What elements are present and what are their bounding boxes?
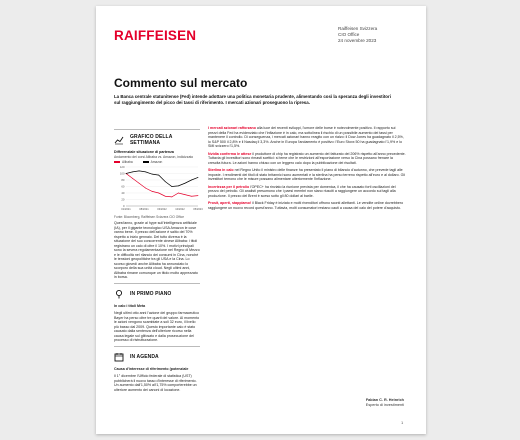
calendar-icon bbox=[114, 352, 124, 362]
legend-item-alibaba bbox=[114, 160, 133, 164]
article-paragraph bbox=[208, 185, 406, 199]
chart-block bbox=[114, 150, 203, 219]
focus-section-header bbox=[114, 287, 200, 301]
data-point-amazon bbox=[132, 172, 133, 173]
paragraph-text: l'OPEC+ ha rinviato la riunione prevista per domenica, il che ha causato forti oscillazioni del prezzo del petrolio. Gli analisti presumono che i paesi membri non siano riusciti a raggiungere un accordo sui tagli alla produzione. Il prezzo del Brent è sceso sotto gli 80 dollari al barile. bbox=[208, 184, 396, 198]
header-org: Raiffeisen Svizzera bbox=[338, 26, 378, 31]
legend-item-amazon bbox=[143, 160, 163, 164]
series-line-alibaba bbox=[126, 174, 198, 197]
data-point-alibaba bbox=[198, 195, 199, 196]
paragraph-lead: Incertezza per il petrolio bbox=[208, 184, 250, 189]
data-point-alibaba bbox=[178, 193, 179, 194]
chart-section-label: GRAFICO DELLA SETTIMANA bbox=[130, 134, 173, 146]
focus-heading: In calo i titoli Meta bbox=[114, 303, 146, 308]
header-office: CIO Office bbox=[338, 32, 360, 37]
paragraph-text: il produttore di chip ha registrato un aumento del fatturato del 206% rispetto all'anno precedente. Tuttavia gli investitori sono rimasti scettici: si teme che le restrizioni all'esportazione verso la Cina possano frenare la crescita futura. Le azioni hanno chiuso con un leggero calo dopo la pubblicazione dei risultati. bbox=[208, 151, 406, 165]
data-point-alibaba bbox=[132, 178, 133, 179]
y-tick-label: 100 bbox=[119, 171, 125, 176]
chart-section-header bbox=[114, 133, 200, 147]
paragraph-text: alla luce dei recenti sviluppi, l'umore delle borse è notevolmente positivo. Il rapporto sui prezzi della Fed ha evidenziato che l'inflazione è in calo, ma sottolinea il rischio di un possibile aumento dei tassi per mantenere il controllo. Di conseguenza, i mercati azionari hanno reagito con un rialzo: il Dow Jones ha guadagnato il 2,5%, lo S&P 500 il 2,8% e il Nasdaq il 3,3%. Anche in Europa l'andamento è positivo: l'Euro Stoxx 50 ha guadagnato l'1,9% e lo SMI svizzero l'1,5%. bbox=[208, 126, 404, 148]
chart-section-text: Quest'anno, grazie al hype sull'intelligenza artificiale (IA), per il gigante tecnologico USA Amazon le cose vanno bene. Il prezzo dell'azione è salito del 70% rispetto a inizio gennaio. Del tutto diversa è la situazione del suo concorrente cinese Alibaba: i titoli registrano un calo di oltre il 10%. I motivi principali sono la severa regolamentazione nel Regno di Mezzo e le difficoltà nel rilancio dei consumi in Cina, nonché le tensioni geopolitiche tra gli USA e la Cina. Lo scorso giovedì anche Alibaba ha annunciato lo scorporo della sua unità cloud. Negli ultimi anni, Alibaba rimane comunque un titolo molto apprezzato in borsa. bbox=[114, 221, 200, 280]
legend-swatch-alibaba bbox=[114, 161, 120, 162]
article-paragraph bbox=[208, 168, 406, 182]
data-point-amazon bbox=[185, 183, 186, 184]
line-chart-icon bbox=[114, 135, 124, 145]
series-line-amazon bbox=[126, 171, 198, 187]
x-tick-label: 01/2021 bbox=[121, 208, 131, 212]
signature-role: Esperto di investimenti bbox=[365, 403, 404, 407]
paragraph-text: nel Regno Unito il ministro delle finanze ha presentato il piano di bilancio d'autunno, che prevede tagli alle imposte. I rendimenti dei titoli di stato britannici sono aumentati e la sterlina ha perso terreno rispetto all'euro e al dollaro. Gli investitori temono che le misure possano alimentare ulteriormente l'inflazione. bbox=[208, 168, 406, 181]
chart-source: Fonte: Bloomberg, Raiffeisen Svizzera CIO Office bbox=[114, 215, 185, 219]
raiffeisen-logo: RAIFFEISEN bbox=[114, 28, 197, 43]
divider bbox=[114, 283, 200, 284]
agenda-section-header bbox=[114, 350, 200, 364]
left-column bbox=[114, 126, 203, 395]
data-point-alibaba bbox=[191, 196, 192, 197]
page-title: Commento sul mercato bbox=[114, 76, 248, 90]
focus-text: Negli ultimi otto anni l'azione del gruppo farmaceutico Bayer ha perso oltre tre quarti del valore. Al momento le azioni vengono scambiate a soli 32 euro, il livello più basso dal 2009. Questo importante calo è stato causato dalla sentenza dell'ulteriore ricorso nella causa legale sul glifosato e dalla prosecuzione del processo di ristrutturazione. bbox=[114, 311, 200, 343]
data-point-amazon bbox=[158, 175, 159, 176]
x-tick-label: 03/2022 bbox=[157, 208, 167, 212]
data-point-alibaba bbox=[145, 188, 146, 189]
data-point-amazon bbox=[191, 180, 192, 181]
signature bbox=[344, 398, 404, 408]
legend-label-alibaba: Alibaba bbox=[122, 160, 133, 164]
divider bbox=[114, 346, 200, 347]
paragraph-text: il Black Friday è iniziato e molti rivenditori offrono sconti allettanti. Le vendite online dovrebbero raggiungere un nuovo record quest'anno. Tuttavia, molti consumatori restano cauti a causa del calo del potere d'acquisto. bbox=[208, 201, 404, 210]
data-point-amazon bbox=[178, 186, 179, 187]
paragraph-lead: Prosit, aperti, stappiamo! bbox=[208, 201, 252, 205]
data-point-amazon bbox=[145, 172, 146, 173]
data-point-amazon bbox=[198, 177, 199, 178]
data-point-alibaba bbox=[185, 194, 186, 195]
chart-title: Differenziale situazione di partenza bbox=[114, 150, 174, 154]
x-tick-label: 05/2023 bbox=[193, 208, 203, 212]
data-point-amazon bbox=[152, 174, 153, 175]
focus-section-label: IN PRIMO PIANO bbox=[130, 290, 172, 297]
x-tick-label: 08/2021 bbox=[139, 208, 149, 212]
y-tick-label: 80 bbox=[121, 178, 125, 182]
data-point-alibaba bbox=[158, 193, 159, 194]
page-number: 1 bbox=[401, 420, 404, 425]
signature-name: Fabian C. R. Heinrich bbox=[365, 398, 404, 402]
y-tick-label: 0 bbox=[122, 204, 125, 208]
legend-label-amazon: Amazon bbox=[150, 160, 163, 164]
header-meta bbox=[338, 26, 377, 44]
chart-subtitle: Andamento dei corsi Alibaba vs. Amazon, indicizzato bbox=[114, 154, 194, 159]
data-point-alibaba bbox=[171, 197, 172, 198]
x-tick-label: 10/2022 bbox=[175, 208, 185, 212]
agenda-heading: Causa d'interesse di riferimento (potenziale bbox=[114, 366, 189, 371]
agenda-text: Il 1° dicembre l'Ufficio federale di statistica (UST) pubblicherà il nuovo tasso d'interesse di riferimento. Un aumento dall'1,50% all'1,75% comporterebbe un ulteriore aumento dei canoni di locazione. bbox=[114, 374, 197, 392]
article-paragraph bbox=[208, 126, 406, 149]
divider bbox=[114, 129, 200, 130]
y-tick-label: 20 bbox=[121, 197, 125, 202]
data-point-alibaba bbox=[165, 196, 166, 197]
line-chart bbox=[114, 164, 203, 214]
y-tick-label: 40 bbox=[121, 191, 125, 195]
data-point-amazon bbox=[126, 173, 127, 174]
data-point-alibaba bbox=[152, 191, 153, 192]
header-date: 24 novembre 2023 bbox=[338, 38, 377, 43]
paragraph-lead: I mercati azionari rafforzano bbox=[208, 126, 256, 130]
data-point-alibaba bbox=[139, 183, 140, 184]
agenda-section-label: IN AGENDA bbox=[130, 353, 159, 360]
data-point-amazon bbox=[139, 171, 140, 172]
data-point-amazon bbox=[165, 181, 166, 182]
document-page bbox=[96, 6, 426, 434]
article-paragraph bbox=[208, 152, 406, 166]
y-tick-label: 120 bbox=[119, 165, 125, 169]
data-point-amazon bbox=[171, 186, 172, 187]
lead-paragraph: La Banca centrale statunitense (Fed) intende adottare una politica monetaria prudente, alimentando così la speranza degli investitori sul raggiungimento del picco dei tassi di riferimento. I mercati azionari proseguono la ripresa. bbox=[114, 94, 391, 105]
pin-icon bbox=[114, 289, 124, 299]
paragraph-lead: Nvidia conferma le attese bbox=[208, 151, 252, 156]
article-paragraph bbox=[208, 201, 406, 210]
right-column bbox=[208, 126, 406, 213]
paragraph-lead: Sterlina in calo bbox=[208, 168, 234, 172]
y-tick-label: 60 bbox=[121, 184, 125, 189]
legend-swatch-amazon bbox=[143, 161, 149, 162]
